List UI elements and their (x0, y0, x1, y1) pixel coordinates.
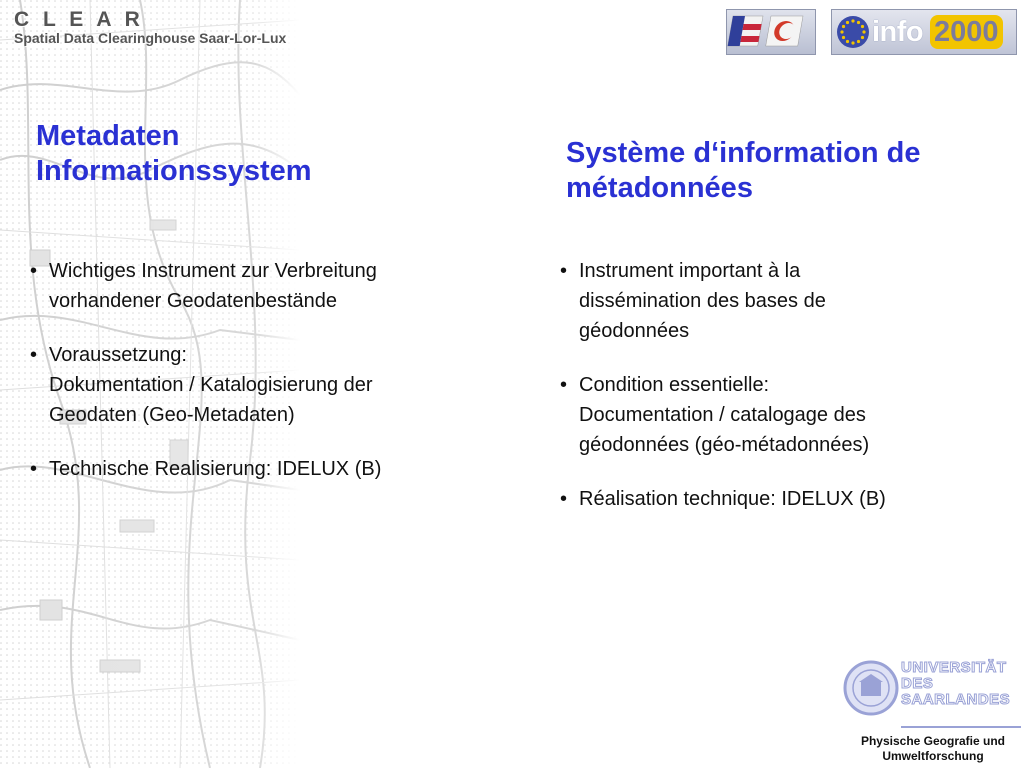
info-logo-text: info (872, 16, 924, 48)
title-german-line: Metadaten (36, 120, 180, 152)
bullet-line: vorhandener Geodatenbestände (49, 290, 338, 312)
university-logo (843, 658, 1013, 728)
bullet-item (560, 370, 990, 460)
bullet-line: Dokumentation / Katalogisierung der (49, 374, 373, 396)
info-logo-year: 2000 (930, 15, 1003, 49)
title-german (36, 119, 376, 189)
university-name-line: DES (901, 675, 934, 692)
divider (901, 726, 1021, 728)
title-french-line: Système d‘information de (566, 137, 921, 169)
bullet-line: • Condition essentielle: (579, 374, 770, 396)
bullet-item (560, 484, 990, 514)
bullet-line: géodonnées (géo-métadonnées) (579, 434, 870, 456)
bullet-line: géodonnées (579, 320, 690, 342)
bullet-line: • Technische Realisierung: IDELUX (B) (49, 458, 382, 480)
bullet-item (30, 256, 490, 316)
department-line: Physische Geografie und (860, 734, 1006, 748)
university-seal-icon (843, 660, 899, 716)
bullet-line: Geodaten (Geo-Metadaten) (49, 404, 295, 426)
bullet-item (560, 256, 990, 346)
title-french-line: métadonnées (566, 172, 753, 204)
bullet-line: • Wichtiges Instrument zur Verbreitung (49, 260, 377, 282)
university-name-line: SAARLANDES (901, 691, 1011, 708)
university-name (901, 660, 1010, 708)
department-line: Umweltforschung (882, 749, 984, 763)
flags-logo (726, 9, 816, 55)
bullet-item (30, 454, 490, 484)
brand-subtitle: Spatial Data Clearinghouse Saar-Lor-Lux (14, 30, 287, 46)
bullet-line: dissémination des bases de (579, 290, 826, 312)
bullet-list-french (560, 256, 990, 538)
bullet-line: Documentation / catalogage des (579, 404, 866, 426)
department-label (846, 734, 1020, 764)
bullet-line: • Réalisation technique: IDELUX (B) (579, 488, 886, 510)
bullet-line: • Voraussetzung: (49, 344, 187, 366)
eu-stars-icon (836, 15, 870, 49)
info2000-logo (831, 9, 1017, 55)
bullet-line: • Instrument important à la (579, 260, 801, 282)
university-name-line: UNIVERSITÄT (901, 659, 1007, 676)
brand-title: C L E A R (14, 8, 144, 31)
brand-header (14, 8, 286, 46)
bullet-list-german (30, 256, 490, 508)
title-german-line: Informationssystem (36, 155, 312, 187)
bullet-item (30, 340, 490, 430)
title-french (566, 136, 996, 206)
